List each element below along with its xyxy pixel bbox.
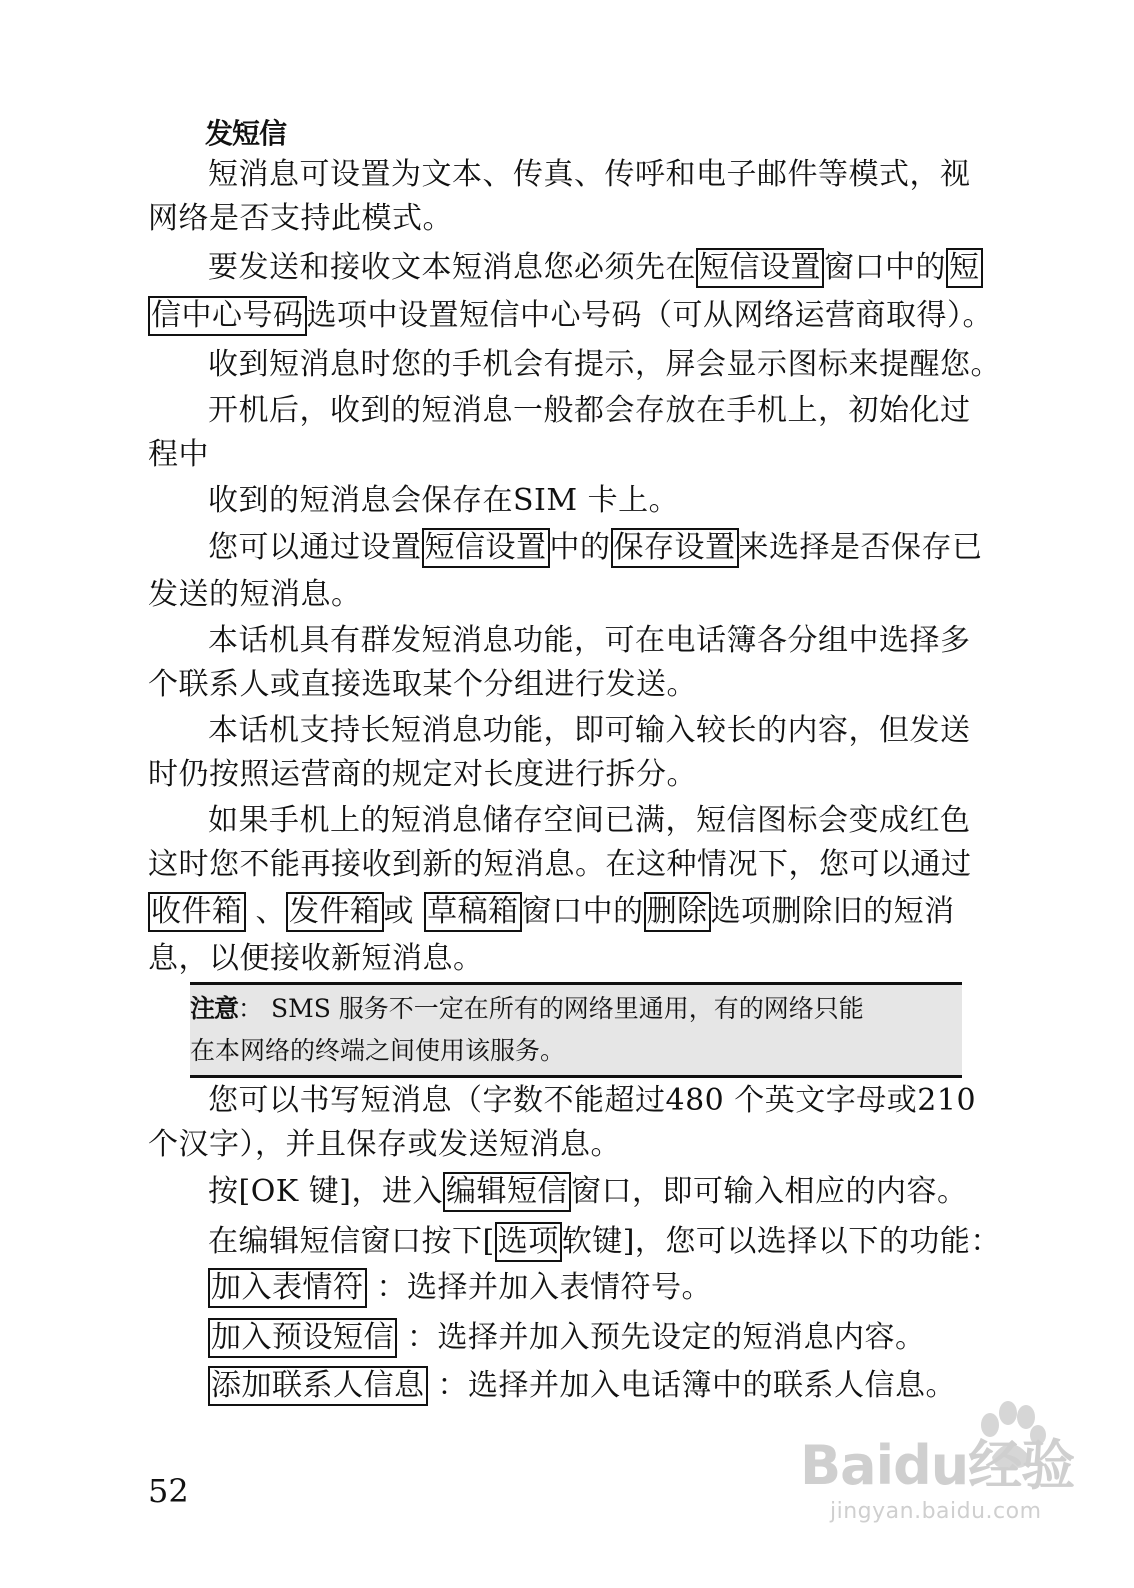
paragraph-line: [148, 296, 1034, 336]
term-box-insert-template: 加入预设短信: [208, 1318, 397, 1358]
text: 个联系人或直接选取某个分组进行发送。: [148, 667, 697, 702]
term-box-insert-emoticon: 加入表情符: [208, 1268, 367, 1308]
term-box-options: 选项: [495, 1222, 562, 1262]
text: 开机后，收到的短消息一般都会存放在手机上，初始化过: [208, 393, 971, 428]
note-box: [190, 982, 962, 1078]
paragraph-line: [148, 576, 1034, 614]
term-box-outbox: 发件箱: [286, 892, 384, 932]
watermark-url: jingyan.baidu.com: [830, 1499, 1042, 1524]
term-box-drafts: 草稿箱: [424, 892, 522, 932]
term-box-delete: 删除: [644, 892, 711, 932]
text: 程中: [148, 437, 209, 472]
paragraph-line: [208, 346, 1034, 384]
paragraph-line: [208, 1082, 1034, 1120]
paragraph-line: [208, 712, 1034, 750]
text: 选项中设置短信中心号码（可从网络运营商取得）。: [306, 298, 993, 333]
paragraph-line: [208, 156, 1034, 194]
watermark-logo: Baidu经验: [800, 1434, 1075, 1497]
text: 本话机支持长短消息功能，即可输入较长的内容，但发送: [208, 713, 971, 748]
page-number: 52: [148, 1472, 189, 1510]
text: 窗口中的: [521, 894, 644, 929]
text: 个汉字），并且保存或发送短消息。: [148, 1127, 621, 1162]
paragraph-line: [208, 1172, 1034, 1212]
note-text: SMS 服务不一定在所有的网络里通用，有的网络只能: [263, 994, 864, 1023]
text: 收到短消息时您的手机会有提示，屏会显示图标来提醒您。: [208, 347, 1001, 382]
text: 、: [245, 894, 287, 929]
note-text: 在本网络的终端之间使用该服务。: [190, 1036, 566, 1065]
text: 如果手机上的短消息储存空间已满，短信图标会变成红色: [208, 803, 971, 838]
text: 在编辑短信窗口按下[: [208, 1224, 495, 1259]
note-line: [190, 993, 864, 1025]
term-box-sms-center-number: 信中心号码: [148, 296, 307, 336]
paragraph-line: [208, 1222, 1034, 1262]
paragraph-line: [148, 892, 1034, 932]
text: ：选择并加入预先设定的短消息内容。: [397, 1320, 926, 1355]
text: 短消息可设置为文本、传真、传呼和电子邮件等模式，视: [208, 157, 971, 192]
menu-option-line: [208, 1318, 1034, 1358]
text: 选项删除旧的短消: [710, 894, 955, 929]
term-box-add-contact-info: 添加联系人信息: [208, 1366, 428, 1406]
text: 您可以通过设置: [208, 530, 422, 565]
text: 按[OK 键]，进入: [208, 1174, 443, 1209]
text: ：选择并加入电话簿中的联系人信息。: [427, 1368, 957, 1403]
text: 网络是否支持此模式。: [148, 201, 453, 236]
section-heading: 发短信: [205, 117, 287, 150]
term-box-sms-settings: 短信设置: [422, 528, 550, 568]
paragraph-line: [208, 622, 1034, 660]
text: 来选择是否保存已: [738, 530, 983, 565]
text: 收到的短消息会保存在SIM 卡上。: [208, 483, 680, 518]
text: 息，以便接收新短消息。: [148, 941, 484, 976]
text: 要发送和接收文本短消息您必须先在: [208, 250, 696, 285]
term-box-edit-sms: 编辑短信: [443, 1172, 571, 1212]
term-box-save-settings: 保存设置: [611, 528, 739, 568]
text: 本话机具有群发短消息功能，可在电话簿各分组中选择多: [208, 623, 971, 658]
text: 或: [383, 894, 425, 929]
paragraph-line: [208, 248, 1034, 288]
text: 软键]，您可以选择以下的功能：: [561, 1224, 1001, 1259]
paragraph-line: [208, 392, 1034, 430]
text: 您可以书写短消息（字数不能超过480 个英文字母或210: [208, 1083, 977, 1118]
text: 时仍按照运营商的规定对长度进行拆分。: [148, 757, 697, 792]
paragraph-line: [148, 940, 1034, 978]
paragraph-line: [148, 756, 1034, 794]
text: 窗口，即可输入相应的内容。: [570, 1174, 968, 1209]
paragraph-line: [148, 200, 1034, 238]
text: 窗口中的: [824, 250, 946, 285]
menu-option-line: [208, 1268, 1034, 1308]
term-box-sms-settings: 短信设置: [696, 248, 824, 288]
paragraph-line: [208, 482, 1034, 520]
paragraph-line: [208, 528, 1034, 568]
text: ：选择并加入表情符号。: [366, 1270, 713, 1305]
note-line: [190, 1035, 565, 1067]
paragraph-line: [148, 436, 1034, 474]
paragraph-line: [148, 666, 1034, 704]
paragraph-line: [208, 802, 1034, 840]
baidu-watermark: [790, 1395, 1110, 1545]
text: 中的: [549, 530, 611, 565]
note-colon: ：: [238, 994, 264, 1023]
paragraph-line: [148, 846, 1034, 884]
paragraph-line: [148, 1126, 1034, 1164]
term-box-sms-center-number: 短: [946, 248, 983, 288]
text: 这时您不能再接收到新的短消息。在这种情况下，您可以通过: [148, 847, 972, 882]
note-label: 注意: [190, 994, 239, 1023]
text: 发送的短消息。: [148, 577, 362, 612]
term-box-inbox: 收件箱: [148, 892, 246, 932]
